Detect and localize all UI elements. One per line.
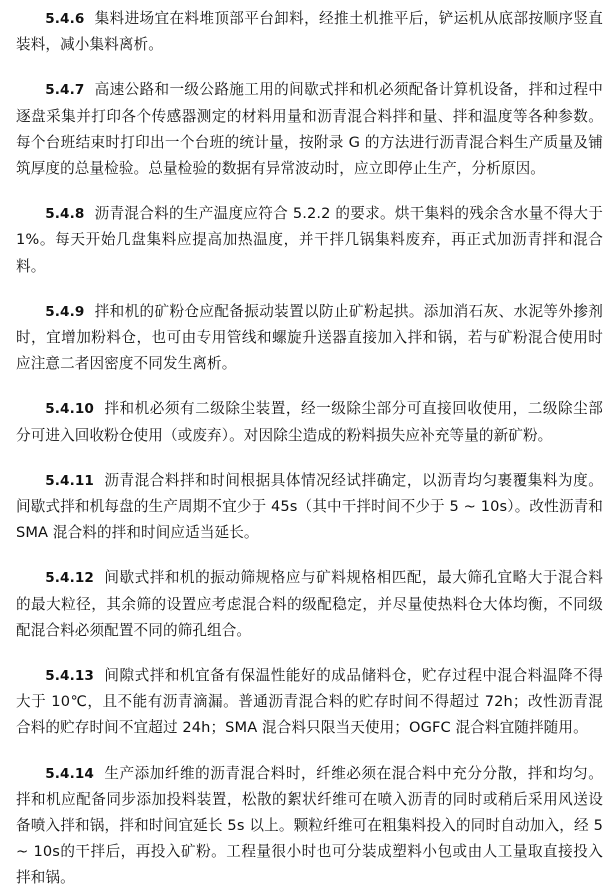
clause-5-4-11 (16, 468, 603, 547)
clause-text: 拌和机必须有二级除尘装置，经一级除尘部分可直接回收使用，二级除尘部分可进入回收粉仓使用（或废弃）。对因除尘造成的粉料损失应补充等量的新矿粉。 (16, 400, 603, 444)
clause-5-4-12 (16, 565, 603, 644)
clause-5-4-9 (16, 299, 603, 378)
clause-5-4-6 (16, 6, 603, 58)
clause-number: 5.4.9 (45, 303, 85, 320)
clause-5-4-7 (16, 77, 603, 182)
clause-number: 5.4.12 (45, 570, 94, 587)
clause-5-4-8 (16, 201, 603, 280)
clause-number: 5.4.11 (45, 472, 94, 489)
clause-number: 5.4.8 (45, 206, 85, 223)
clause-text: 集料进场宜在料堆顶部平台卸料，经推土机推平后，铲运机从底部按顺序竖直装料，减小集料离析。 (16, 10, 603, 54)
clause-5-4-10 (16, 396, 603, 448)
clause-number: 5.4.13 (45, 668, 94, 685)
clause-number: 5.4.6 (45, 11, 85, 27)
clause-text: 间歇式拌和机的振动筛规格应与矿料规格相匹配，最大筛孔宜略大于混合料的最大粒径，其余筛的设置应考虑混合料的级配稳定，并尽量使热料仓大体均衡，不同级配混合料必须配置不同的筛孔组合。 (16, 569, 603, 639)
clause-number: 5.4.7 (45, 82, 85, 99)
clause-5-4-13 (16, 663, 603, 742)
clause-text: 沥青混合料拌和时间根据具体情况经试拌确定，以沥青均匀裹覆集料为度。间歇式拌和机每盘的生产周期不宜少于 45s（其中干拌时间不少于 5 ~ 10s）。改性沥青和 SMA 混合料的拌和时间应适当延长。 (16, 471, 603, 542)
clause-number: 5.4.14 (45, 765, 94, 782)
clause-5-4-14 (16, 761, 603, 892)
clause-text: 沥青混合料的生产温度应符合 5.2.2 的要求。烘干集料的残余含水量不得大于 1%。每天开始几盘集料应提高加热温度，并干拌几锅集料废弃，再正式加沥青拌和混合料。 (16, 205, 603, 275)
clause-text: 高速公路和一级公路施工用的间歇式拌和机必须配备计算机设备，拌和过程中逐盘采集并打印各个传感器测定的材料用量和沥青混合料拌和量、拌和温度等各种参数。每个台班结束时打印出一个台班的统计量，按附录 G 的方法进行沥青混合料生产质量及铺筑厚度的总量检验。总量检验的数据有异常波动时，应立即停止生产，分析原因。 (16, 81, 603, 178)
clause-text: 间隙式拌和机宜备有保温性能好的成品储料仓，贮存过程中混合料温降不得大于 10℃，且不能有沥青滴漏。普通沥青混合料的贮存时间不得超过 72h；改性沥青混合料的贮存时间不宜超过 24h；SMA 混合料只限当天使用；OGFC 混合料宜随拌随用。 (16, 667, 603, 737)
clause-number: 5.4.10 (45, 401, 94, 418)
clause-text: 生产添加纤维的沥青混合料时，纤维必须在混合料中充分分散，拌和均匀。拌和机应配备同步添加投料装置，松散的絮状纤维可在喷入沥青的同时或稍后采用风送设备喷入拌和锅，拌和时间宜延长 5s 以上。颗粒纤维可在粗集料投入的同时自动加入，经 5 ~ 10s的干拌后，再投入矿粉。工程量很小时也可分装成塑料小包或由人工量取直接投入拌和锅。 (16, 764, 603, 887)
clause-text: 拌和机的矿粉仓应配备振动装置以防止矿粉起拱。添加消石灰、水泥等外掺剂时，宜增加粉料仓，也可由专用管线和螺旋升送器直接加入拌和锅，若与矿粉混合使用时应注意二者因密度不同发生离析。 (16, 302, 603, 373)
